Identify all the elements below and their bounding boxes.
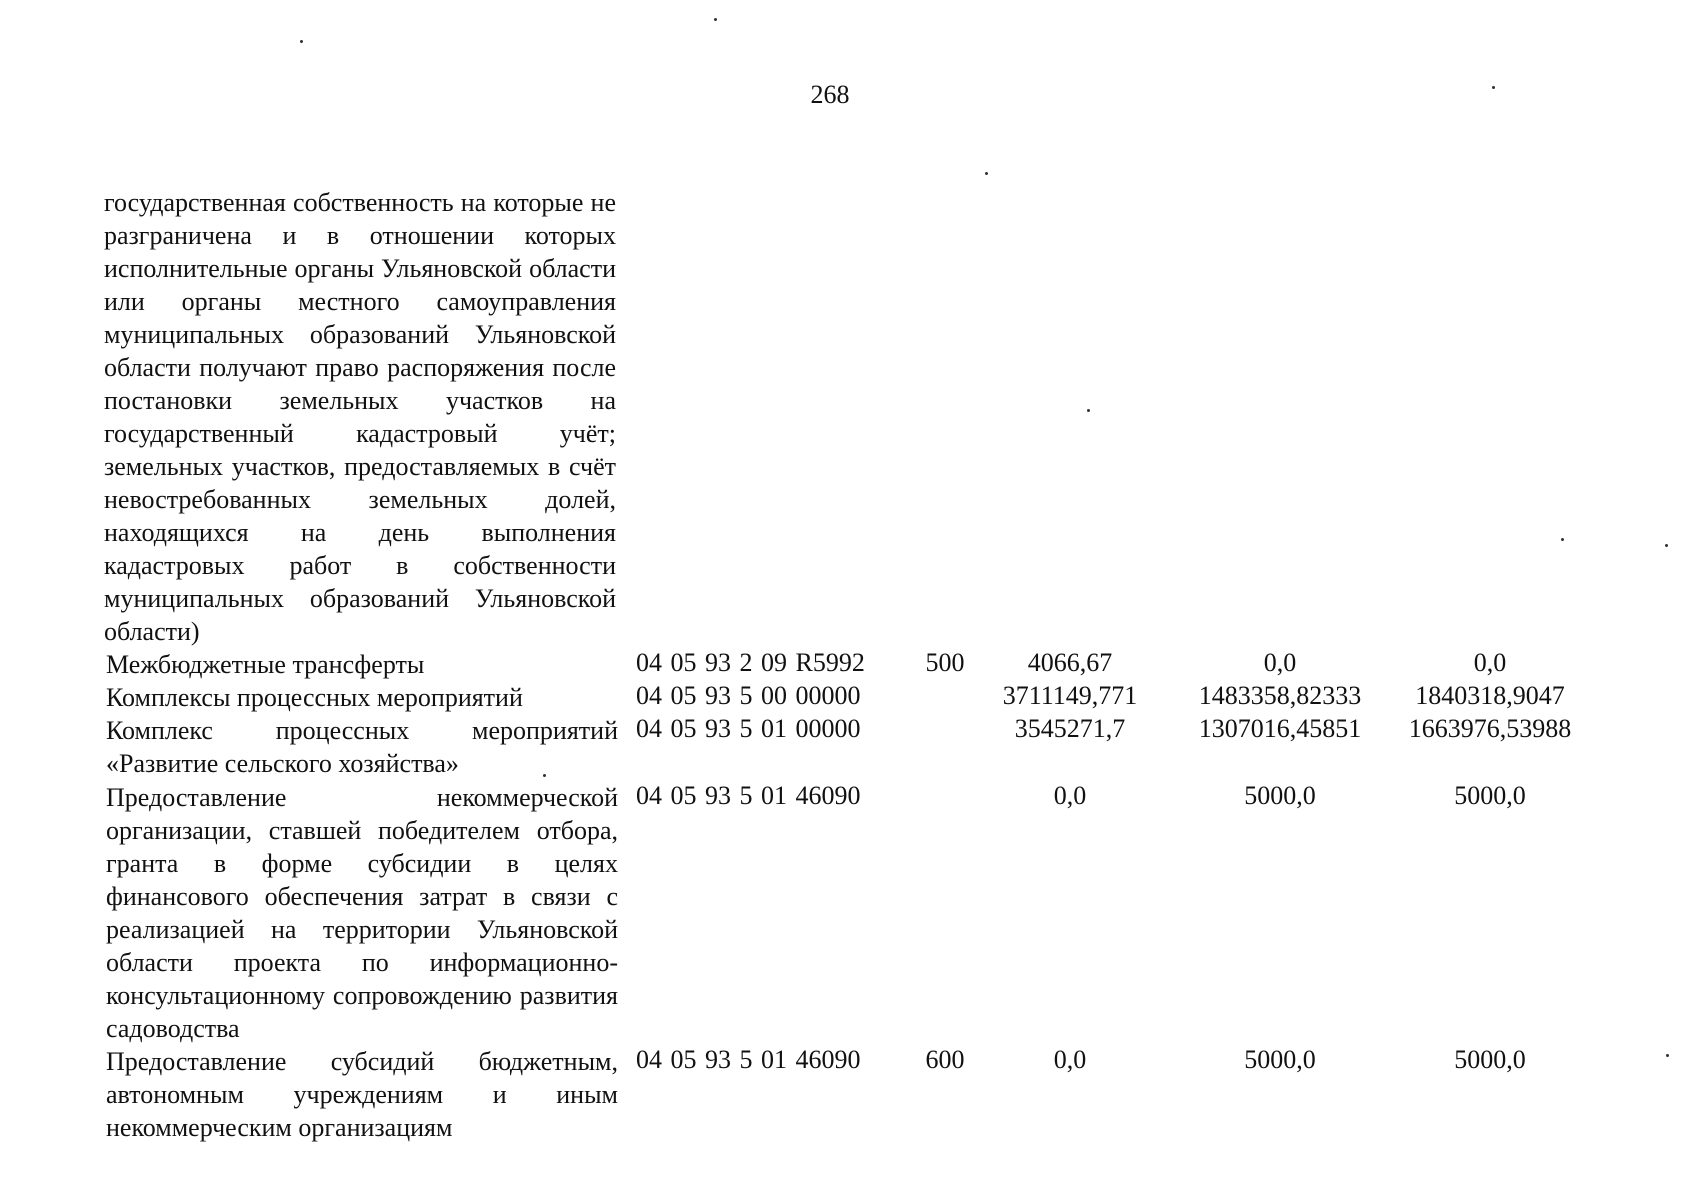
row-expense-type: 500 <box>925 648 965 677</box>
row-value-1: 4066,67 <box>1027 648 1113 677</box>
row-value-2: 0,0 <box>1263 648 1297 677</box>
row-name: Межбюджетные трансферты <box>106 650 425 679</box>
row-value-1: 3545271,7 <box>1014 714 1126 743</box>
row-name: Комплексы процессных мероприятий <box>106 683 523 712</box>
scan-speck <box>1561 538 1564 541</box>
row-code: 04 05 93 5 01 46090 <box>636 1045 861 1074</box>
scan-speck <box>1665 544 1668 547</box>
row-value-3: 1663976,53988 <box>1408 714 1572 743</box>
row-expense-type: 600 <box>925 1045 965 1074</box>
intro-text-continued: государственная собственность на которые не разграничена и в отношении которых исполнительные органы Ульяновской области или органы местного самоуправления муниципальных образований Ульяновской области получают право распоряжения после постановки земельных участков на государственный кадастровый учёт; земельных участков, предоставляемых в счёт невостребованных земельных долей, находящихся на день выполнения кадастровых работ в собственности муниципальных образований Ульяновской области) <box>104 188 616 646</box>
row-name: Комплекс процессных мероприятий «Развитие сельского хозяйства» <box>106 716 618 778</box>
row-value-2: 1307016,45851 <box>1198 714 1362 743</box>
row-code: 04 05 93 2 09 R5992 <box>636 648 865 677</box>
row-value-3: 5000,0 <box>1454 781 1526 810</box>
scan-speck <box>985 172 988 175</box>
row-value-2: 5000,0 <box>1244 781 1316 810</box>
row-value-3: 1840318,9047 <box>1415 681 1565 710</box>
row-code: 04 05 93 5 01 46090 <box>636 781 861 810</box>
scan-speck <box>1087 409 1090 412</box>
page-number: 268 <box>810 80 850 109</box>
scan-speck <box>543 774 546 777</box>
scan-speck <box>714 18 717 21</box>
row-name: Предоставление некоммерческой организации, ставшей победителем отбора, гранта в форме субсидии в целях финансового обеспечения затрат в связи с реализацией на территории Ульяновской области проекта по информационно-консультационному сопровождению развития садоводства <box>106 783 618 1043</box>
row-value-1: 0,0 <box>1053 1045 1087 1074</box>
scan-speck <box>300 40 303 43</box>
row-value-1: 0,0 <box>1053 781 1087 810</box>
row-name: Предоставление субсидий бюджетным, автономным учреждениям и иным некоммерческим организациям <box>106 1047 618 1142</box>
row-value-2: 1483358,82333 <box>1198 681 1362 710</box>
row-value-3: 0,0 <box>1473 648 1507 677</box>
row-value-2: 5000,0 <box>1244 1045 1316 1074</box>
row-value-3: 5000,0 <box>1454 1045 1526 1074</box>
scan-speck <box>1666 1054 1669 1057</box>
row-code: 04 05 93 5 00 00000 <box>636 681 861 710</box>
row-code: 04 05 93 5 01 00000 <box>636 714 861 743</box>
scan-speck <box>1492 86 1495 89</box>
row-value-1: 3711149,771 <box>1002 681 1138 710</box>
